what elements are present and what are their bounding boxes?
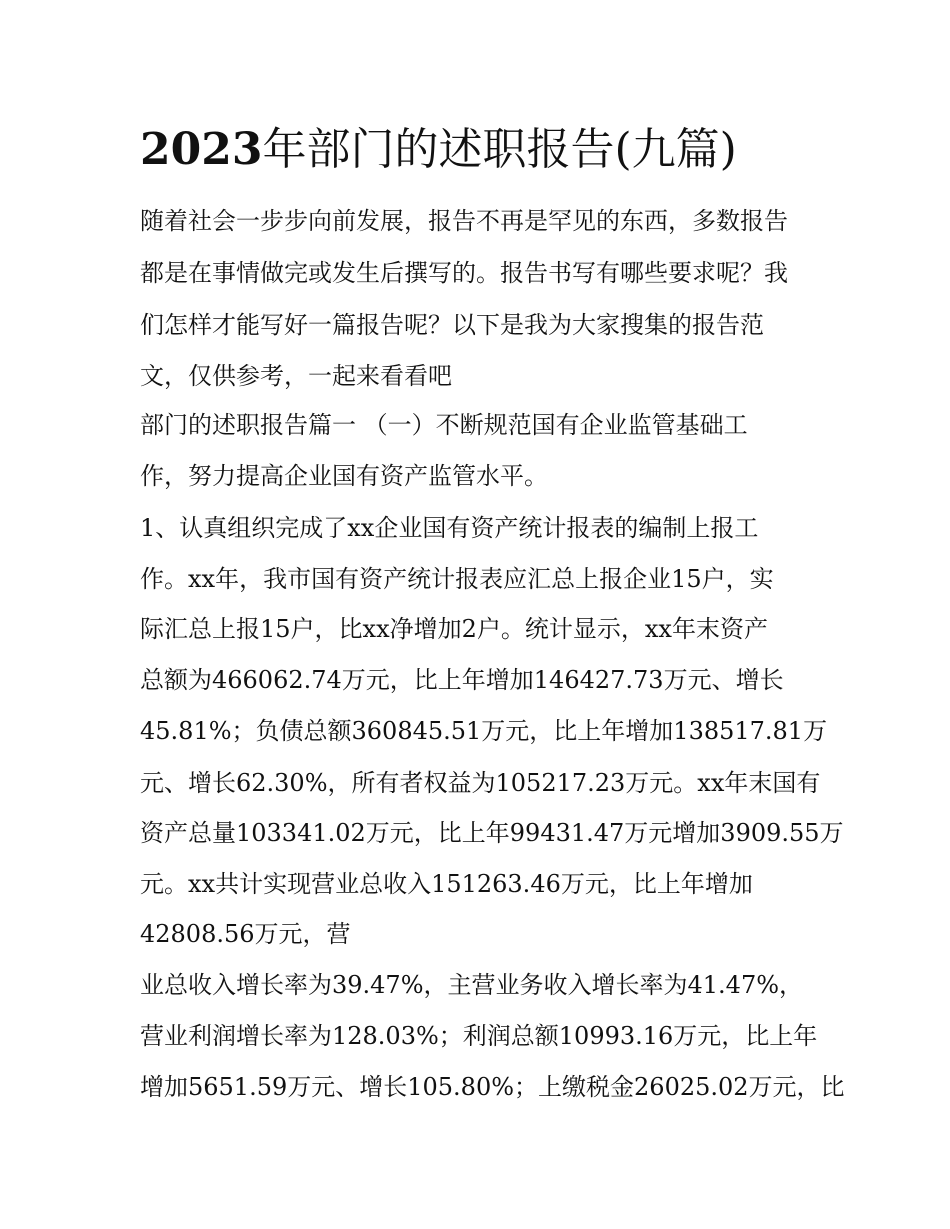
paragraph-line: 45.81%；负债总额360845.51万元，比上年增加138517.81万 [140,717,828,745]
paragraph-line: 部门的述职报告篇一 （一）不断规范国有企业监管基础工 [140,411,748,439]
paragraph-line: 元。xx共计实现营业总收入151263.46万元，比上年增加 [140,870,753,898]
paragraph-line: 42808.56万元，营 [140,920,351,948]
paragraph-line: 文，仅供参考，一起来看看吧 [140,362,452,390]
paragraph-line: 际汇总上报15户，比xx净增加2户。统计显示，xx年末资产 [140,615,768,643]
paragraph-line: 营业利润增长率为128.03%；利润总额10993.16万元，比上年 [140,1022,818,1050]
paragraph-line: 作。xx年，我市国有资产统计报表应汇总上报企业15户，实 [140,565,774,593]
paragraph-line: 总额为466062.74万元，比上年增加146427.73万元、增长 [140,666,784,694]
paragraph-line: 作，努力提高企业国有资产监管水平。 [140,462,548,490]
paragraph-line: 业总收入增长率为39.47%，主营业务收入增长率为41.47%， [140,971,804,999]
paragraph-line: 1、认真组织完成了xx企业国有资产统计报表的编制上报工 [140,514,759,542]
paragraph-line: 们怎样才能写好一篇报告呢？以下是我为大家搜集的报告范 [140,311,764,339]
paragraph-line: 元、增长62.30%，所有者权益为105217.23万元。xx年末国有 [140,769,821,797]
paragraph-line: 资产总量103341.02万元，比上年99431.47万元增加3909.55万 [140,819,844,847]
paragraph-line: 随着社会一步步向前发展，报告不再是罕见的东西，多数报告 [140,207,788,235]
title-year: 2023 [140,124,263,175]
title-text: 年部门的述职报告(九篇) [262,124,737,175]
document-title [140,118,840,182]
paragraph-line: 都是在事情做完或发生后撰写的。报告书写有哪些要求呢？我 [140,259,788,287]
paragraph-line: 增加5651.59万元、增长105.80%；上缴税金26025.02万元，比 [140,1073,845,1101]
